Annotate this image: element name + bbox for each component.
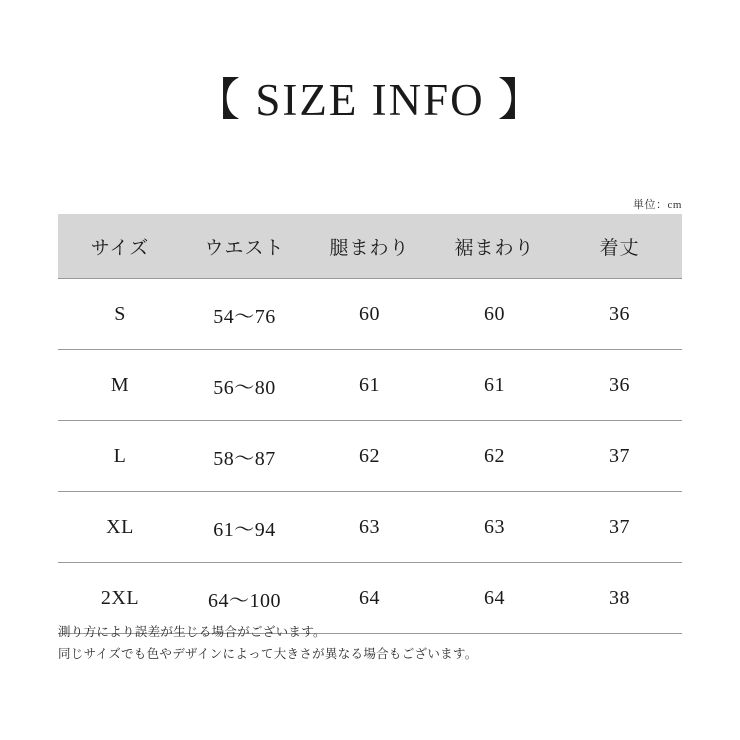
column-header-hem: 裾まわり [432,214,557,279]
cell-thigh: 63 [307,492,432,563]
footnote-measurement: 測り方により誤差が生じる場合がございます。 [58,625,326,639]
size-table [58,214,682,634]
cell-thigh: 64 [307,563,432,634]
cell-size: 2XL [58,563,182,634]
cell-size: XL [58,492,182,563]
column-header-length: 着丈 [557,214,682,279]
footnotes [58,622,478,666]
cell-length: 37 [557,421,682,492]
column-header-size: サイズ [58,214,182,279]
table-header-row [58,214,682,279]
table-row [58,279,682,350]
cell-length: 36 [557,350,682,421]
cell-length: 38 [557,563,682,634]
cell-size: L [58,421,182,492]
footnote-color-design: 同じサイズでも色やデザインによって大きさが異なる場合もございます。 [58,646,478,661]
table-row [58,492,682,563]
cell-size: S [58,279,182,350]
page-title: 【 SIZE INFO 】 [195,75,545,125]
cell-length: 37 [557,492,682,563]
cell-length: 36 [557,279,682,350]
column-header-thigh: 腿まわり [307,214,432,279]
table-row [58,350,682,421]
cell-hem: 61 [432,350,557,421]
cell-hem: 62 [432,421,557,492]
cell-waist: 64〜100 [182,563,307,634]
cell-hem: 64 [432,563,557,634]
table-body [58,279,682,634]
cell-hem: 60 [432,279,557,350]
cell-waist: 54〜76 [182,279,307,350]
cell-thigh: 61 [307,350,432,421]
table-header [58,214,682,279]
cell-waist: 58〜87 [182,421,307,492]
cell-hem: 63 [432,492,557,563]
cell-waist: 61〜94 [182,492,307,563]
column-header-waist: ウエスト [182,214,307,279]
cell-size: M [58,350,182,421]
cell-thigh: 62 [307,421,432,492]
size-table-container [58,214,682,634]
table-row [58,421,682,492]
cell-waist: 56〜80 [182,350,307,421]
unit-note: 単位：cm [633,199,682,211]
cell-thigh: 60 [307,279,432,350]
